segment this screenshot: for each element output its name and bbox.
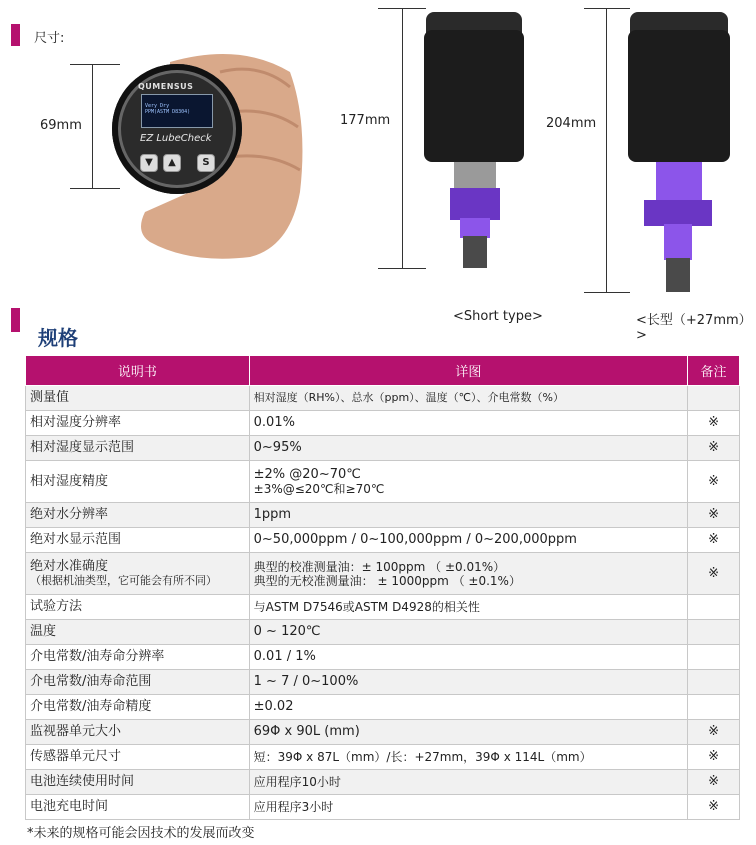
row-item-line-1: 绝对水准确度 xyxy=(30,558,109,574)
long-type-caption: <长型（+27mm）> xyxy=(636,313,752,343)
monitor-dimension-tick-top xyxy=(70,64,120,65)
table-row xyxy=(26,795,740,820)
table-row xyxy=(26,745,740,770)
table-row xyxy=(26,770,740,795)
row-detail: 应用程序3小时 xyxy=(249,795,687,820)
spec-section-title: 规格 xyxy=(38,326,78,350)
device-brand-logo: QUMENSUS xyxy=(138,82,194,91)
row-note: ※ xyxy=(688,436,740,461)
table-row xyxy=(26,436,740,461)
row-item: 电池连续使用时间 xyxy=(26,770,250,795)
row-detail-line-2: ±3%@≤20℃和≥70℃ xyxy=(253,481,385,496)
short-length-label: 177mm xyxy=(340,113,391,128)
row-item: 介电常数/油寿命分辨率 xyxy=(26,645,250,670)
row-detail: 0~95% xyxy=(249,436,687,461)
row-item: 相对湿度分辨率 xyxy=(26,411,250,436)
table-row xyxy=(26,461,740,503)
short-sensor-dimension-line xyxy=(402,8,403,268)
row-item: 测量值 xyxy=(26,386,250,411)
table-row xyxy=(26,528,740,553)
row-detail: 0.01% xyxy=(249,411,687,436)
row-note xyxy=(688,386,740,411)
spec-table xyxy=(25,355,740,820)
long-dimension-tick-bottom xyxy=(584,292,630,293)
row-item: 绝对水分辨率 xyxy=(26,503,250,528)
row-detail xyxy=(249,553,687,595)
row-note xyxy=(688,620,740,645)
short-type-caption: <Short type> xyxy=(453,309,543,324)
footnote: *未来的规格可能会因技术的发展而改变 xyxy=(27,826,255,841)
screen-line-1: Very Dry xyxy=(145,103,170,109)
row-item: 试验方法 xyxy=(26,595,250,620)
row-note: ※ xyxy=(688,553,740,595)
row-detail: 1 ~ 7 / 0~100% xyxy=(249,670,687,695)
row-note: ※ xyxy=(688,503,740,528)
row-note: ※ xyxy=(688,745,740,770)
header-detail: 详图 xyxy=(249,356,687,386)
table-row xyxy=(26,553,740,595)
device-up-button: ▲ xyxy=(163,154,181,172)
row-note xyxy=(688,670,740,695)
row-detail: 与ASTM D7546或ASTM D4928的相关性 xyxy=(249,595,687,620)
row-detail xyxy=(249,461,687,503)
section-accent-bar xyxy=(11,24,20,46)
row-note: ※ xyxy=(688,528,740,553)
device-s-button: S xyxy=(197,154,215,172)
row-note: ※ xyxy=(688,461,740,503)
header-note: 备注 xyxy=(688,356,740,386)
table-row xyxy=(26,720,740,745)
device-screen-text xyxy=(145,103,190,115)
section-accent-bar-2 xyxy=(11,308,20,332)
row-item: 相对湿度显示范围 xyxy=(26,436,250,461)
table-row xyxy=(26,386,740,411)
row-note xyxy=(688,695,740,720)
short-dimension-tick-bottom xyxy=(378,268,426,269)
table-row xyxy=(26,670,740,695)
screen-line-2: PPM(ASTM D8304) xyxy=(145,109,191,115)
row-item xyxy=(26,553,250,595)
row-detail: 应用程序10小时 xyxy=(249,770,687,795)
row-item: 温度 xyxy=(26,620,250,645)
device-name-label: EZ LubeCheck xyxy=(140,133,212,144)
row-note: ※ xyxy=(688,795,740,820)
spec-table-header xyxy=(26,356,740,386)
device-down-button: ▼ xyxy=(140,154,158,172)
table-row xyxy=(26,595,740,620)
row-note: ※ xyxy=(688,411,740,436)
row-note: ※ xyxy=(688,720,740,745)
row-item-line-2: （根据机油类型，它可能会有所不同） xyxy=(30,573,217,587)
dimensions-section-title: 尺寸: xyxy=(34,31,65,46)
row-item: 传感器单元尺寸 xyxy=(26,745,250,770)
row-item: 介电常数/油寿命精度 xyxy=(26,695,250,720)
row-detail: ±0.02 xyxy=(249,695,687,720)
row-detail: 0.01 / 1% xyxy=(249,645,687,670)
row-item: 绝对水显示范围 xyxy=(26,528,250,553)
header-description: 说明书 xyxy=(26,356,250,386)
row-detail-line-2: 典型的无校准测量油： ± 1000ppm （ ±0.1%） xyxy=(253,573,521,588)
row-detail-line-1: ±2% @20~70℃ xyxy=(253,466,361,482)
row-item: 监视器单元大小 xyxy=(26,720,250,745)
long-sensor-dimension-line xyxy=(606,8,607,292)
table-row xyxy=(26,695,740,720)
table-row xyxy=(26,411,740,436)
row-detail-line-1: 典型的校准测量油：± 100ppm （ ±0.01%） xyxy=(253,559,506,574)
row-detail: 0 ~ 120℃ xyxy=(249,620,687,645)
row-item: 电池充电时间 xyxy=(26,795,250,820)
table-row xyxy=(26,645,740,670)
row-detail: 0~50,000ppm / 0~100,000ppm / 0~200,000ppm xyxy=(249,528,687,553)
long-dimension-tick-top xyxy=(584,8,630,9)
row-detail: 相对湿度（RH%）、总水（ppm）、温度（℃）、介电常数（%） xyxy=(249,386,687,411)
monitor-width-label: 69mm xyxy=(40,118,82,133)
row-note xyxy=(688,595,740,620)
long-length-label: 204mm xyxy=(546,116,597,131)
row-detail: 1ppm xyxy=(249,503,687,528)
row-note xyxy=(688,645,740,670)
monitor-dimension-tick-bottom xyxy=(70,188,120,189)
row-item: 相对湿度精度 xyxy=(26,461,250,503)
row-detail: 69Φ x 90L (mm) xyxy=(249,720,687,745)
row-detail: 短：39Φ x 87L（mm）/长：+27mm，39Φ x 114L（mm） xyxy=(249,745,687,770)
row-item: 介电常数/油寿命范围 xyxy=(26,670,250,695)
table-row xyxy=(26,503,740,528)
row-note: ※ xyxy=(688,770,740,795)
short-dimension-tick-top xyxy=(378,8,426,9)
monitor-dimension-line xyxy=(92,64,93,188)
table-row xyxy=(26,620,740,645)
